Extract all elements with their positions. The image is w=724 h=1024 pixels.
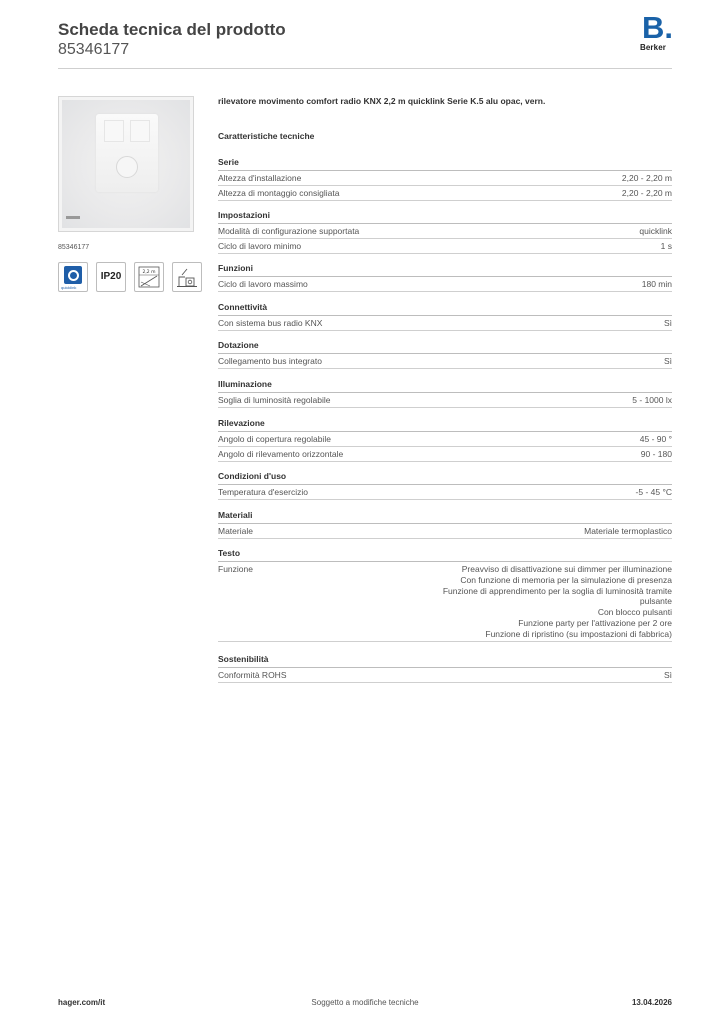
quicklink-icon: [64, 266, 82, 284]
spec-label: Collegamento bus integrato: [218, 356, 322, 366]
spec-row: [218, 354, 672, 369]
spec-row: [218, 524, 672, 539]
spec-row: [218, 224, 672, 239]
function-line: Funzione di apprendimento per la soglia di luminosità tramite: [442, 585, 672, 596]
spec-label: Modalità di configurazione supportata: [218, 226, 360, 236]
logo-mark: B.: [642, 10, 673, 45]
function-line: Funzione di ripristino (su impostazioni di fabbrica): [485, 628, 672, 639]
function-line: Preavviso di disattivazione sui dimmer per illuminazione: [461, 564, 672, 574]
flush-mount-badge: [172, 262, 202, 292]
spec-value: 180 min: [641, 279, 672, 289]
spec-value: 1 s: [660, 241, 672, 251]
spec-group-funzioni: [218, 262, 672, 292]
spec-row: [218, 668, 672, 683]
flush-mount-icon: [176, 266, 198, 288]
spec-group-connettivita: [218, 301, 672, 331]
function-line: Con funzione di memoria per la simulazione di presenza: [460, 574, 672, 585]
function-line: pulsante: [639, 596, 672, 607]
header-divider: [58, 68, 672, 69]
spec-value-list: [443, 564, 672, 640]
spec-label: Angolo di rilevamento orizzontale: [218, 449, 344, 459]
image-caption: 85346177: [58, 244, 90, 251]
motion-sensor-graphic: [96, 114, 158, 192]
product-name: rilevatore movimento comfort radio KNX 2,2 m quicklink Serie K.5 alu opac, vern.: [218, 96, 546, 106]
sensor-lens-left: [104, 120, 124, 142]
mounting-height-badge: [134, 262, 164, 292]
quicklink-badge: [58, 262, 88, 292]
footer-notice: Soggetto a modifiche tecniche: [311, 998, 419, 1007]
group-title: Sostenibilità: [218, 653, 672, 668]
spec-value: 5 - 1000 lx: [632, 395, 672, 405]
spec-group-illuminazione: [218, 378, 672, 408]
spec-group-testo: [218, 547, 672, 642]
sensor-lens-right: [130, 120, 150, 142]
logo-wordmark: Berker: [640, 43, 666, 52]
spec-value: quicklink: [639, 226, 672, 236]
group-title: Funzioni: [218, 262, 672, 277]
group-title: Illuminazione: [218, 378, 672, 393]
spec-label: Materiale: [218, 526, 253, 536]
spec-row: [218, 316, 672, 331]
page-header: [58, 20, 286, 59]
group-title: Impostazioni: [218, 209, 672, 224]
spec-row: [218, 239, 672, 254]
spec-label: Ciclo di lavoro minimo: [218, 241, 302, 251]
group-title: Condizioni d'uso: [218, 470, 672, 485]
spec-group-materiali: [218, 509, 672, 539]
footer-date: 13.04.2026: [631, 998, 672, 1007]
spec-label: Funzione: [218, 564, 253, 574]
spec-group-serie: [218, 156, 672, 201]
berker-logo: [640, 10, 674, 54]
quicklink-badge-text: quicklink: [61, 285, 77, 290]
spec-value: Sì: [663, 670, 672, 680]
section-label: Caratteristiche tecniche: [218, 131, 315, 141]
page-title: Scheda tecnica del prodotto: [58, 20, 286, 39]
spec-row: [218, 447, 672, 462]
spec-value: Sì: [663, 318, 672, 328]
spec-label: Soglia di luminosità regolabile: [218, 395, 331, 405]
spec-row: [218, 393, 672, 408]
spec-group-impostazioni: [218, 209, 672, 254]
spec-row: [218, 186, 672, 201]
spec-group-rilevazione: [218, 417, 672, 462]
ip-rating-badge: [96, 262, 126, 292]
spec-row: [218, 171, 672, 186]
spec-value: Sì: [663, 356, 672, 366]
sensor-knob: [116, 156, 138, 178]
spec-label: Altezza di montaggio consigliata: [218, 188, 340, 198]
spec-value: 90 - 180: [640, 449, 672, 459]
footer-website: hager.com/it: [58, 998, 106, 1007]
article-number: 85346177: [58, 41, 130, 58]
spec-row: [218, 277, 672, 292]
spec-value: 2,20 - 2,20 m: [621, 188, 672, 198]
spec-group-dotazione: [218, 339, 672, 369]
group-title: Rilevazione: [218, 417, 672, 432]
group-title: Materiali: [218, 509, 672, 524]
height-label: 2,2 m: [142, 270, 156, 275]
spec-label: Ciclo di lavoro massimo: [218, 279, 308, 289]
spec-label: Conformità ROHS: [218, 670, 287, 680]
function-line: Con blocco pulsanti: [597, 607, 672, 618]
spec-value: 2,20 - 2,20 m: [621, 173, 672, 183]
spec-label: Angolo di copertura regolabile: [218, 434, 331, 444]
spec-group-sostenibilita: [218, 653, 672, 683]
scale-bar-icon: [66, 216, 80, 219]
spec-value: -5 - 45 °C: [635, 487, 672, 497]
spec-row: [218, 485, 672, 500]
spec-label: Temperatura d'esercizio: [218, 487, 308, 497]
group-title: Testo: [218, 547, 672, 562]
group-title: Dotazione: [218, 339, 672, 354]
function-line: Funzione party per l'attivazione per 2 ore: [518, 617, 672, 628]
spec-value: 45 - 90 °: [639, 434, 672, 444]
mounting-height-icon: [138, 266, 160, 288]
spec-label: Altezza d'installazione: [218, 173, 302, 183]
spec-row: [218, 562, 672, 642]
group-title: Connettività: [218, 301, 672, 316]
group-title: Serie: [218, 156, 672, 171]
spec-label: Con sistema bus radio KNX: [218, 318, 323, 328]
product-plate: [62, 100, 190, 228]
spec-value: Materiale termoplastico: [584, 526, 672, 536]
spec-group-condizioni-uso: [218, 470, 672, 500]
ip-rating-text: IP20: [100, 271, 122, 282]
spec-row: [218, 432, 672, 447]
product-image: [58, 96, 194, 232]
